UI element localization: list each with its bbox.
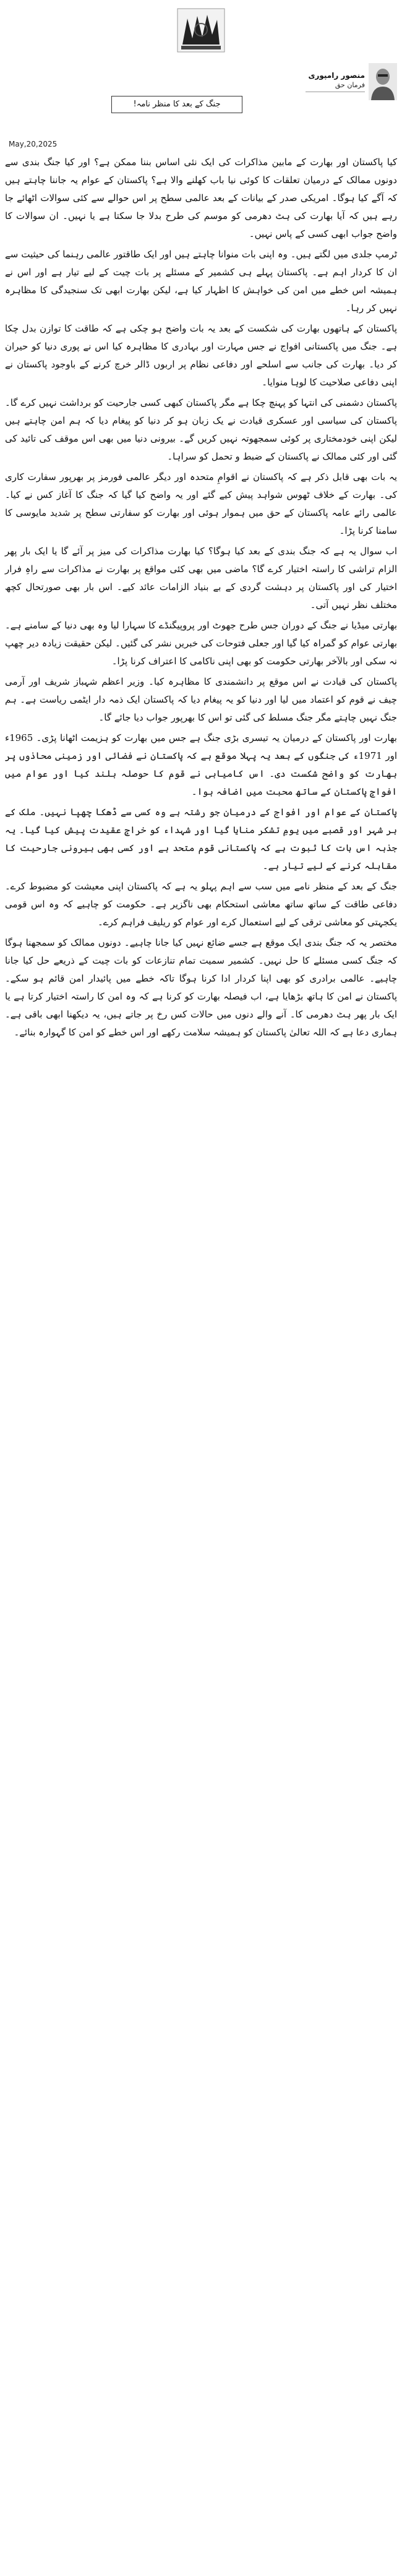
author-byline	[304, 63, 397, 116]
author-photo	[369, 63, 397, 100]
article-paragraph: ٹرمپ جلدی میں لگتے ہیں۔ وہ اپنی بات منوانا چاہتے ہیں اور ایک طاقتور عالمی رہنما کی حیثیت سے ان کا کردار اہم ہے۔ پاکستان پہلے ہی کشمیر کے مسئلے پر بات چیت کے لیے تیار ہے اور اس نے ہمیشہ اس خطے میں امن کی خواہش کا اظہار کیا ہے، لیکن بھارت ابھی تک سنجیدگی کا مظاہرہ نہیں کر رہا۔	[5, 249, 397, 314]
newspaper-logo	[176, 7, 226, 53]
publish-date: May,20,2025	[9, 140, 58, 148]
article-paragraph: بھارت اور پاکستان کے درمیان یہ تیسری بڑی جنگ ہے جس میں بھارت کو ہزیمت اٹھانا پڑی۔ 1965ء اور 1971ء کی جنگوں کے بعد یہ پہلا موقع ہے کہ پاکستان نے فضائی اور زمینی محاذوں پر بھارت کو واضح شکست دی۔ اس کامیابی نے قوم کا حوصلہ بلند کیا اور عوام میں افواجِ پاکستان کے ساتھ محبت میں اضافہ ہوا۔	[5, 732, 397, 797]
article-paragraph: مختصر یہ کہ جنگ بندی ایک موقع ہے جسے ضائع نہیں کیا جانا چاہیے۔ دونوں ممالک کو سمجھنا ہوگا کہ جنگ کسی مسئلے کا حل نہیں۔ کشمیر سمیت تمام تنازعات کو بات چیت کے ذریعے حل کیا جانا چاہیے۔ عالمی برادری کو بھی اپنا کردار ادا کرنا ہوگا تاکہ خطے میں پائیدار امن قائم ہو سکے۔ پاکستان نے امن کا ہاتھ بڑھایا ہے، اب فیصلہ بھارت کو کرنا ہے کہ وہ امن کا راستہ اختیار کرتا ہے یا ایک بار پھر ہٹ دھرمی کا۔ آنے والے دنوں میں حالات کس رخ پر جاتے ہیں، یہ دیکھنا ابھی باقی ہے۔ ہماری دعا ہے کہ اللہ تعالیٰ پاکستان کو ہمیشہ سلامت رکھے اور اس خطے کو امن کا گہوارہ بنائے۔	[5, 937, 397, 1038]
article-paragraph: جنگ کے بعد کے منظر نامے میں سب سے اہم پہلو یہ ہے کہ پاکستان اپنی معیشت کو مضبوط کرے۔ دفاعی طاقت کے ساتھ ساتھ معاشی استحکام بھی ناگزیر ہے۔ حکومت کو چاہیے کہ وہ اس قومی یکجہتی کو معاشی ترقی کے لیے استعمال کرے اور عوام کو ریلیف فراہم کرے۔	[5, 881, 397, 928]
column-name: فرمان حق	[335, 81, 365, 89]
article-paragraph: کیا پاکستان اور بھارت کے مابین مذاکرات کی ایک نئی اساس بننا ممکن ہے؟ اور کیا جنگ بندی سے دونوں ممالک کے درمیان تعلقات کا کوئی نیا باب کھلنے والا ہے؟ پاکستان کے عوام یہ جاننا چاہتے ہیں کہ آگے کیا ہوگا۔ امریکی صدر کے بیانات کے بعد عالمی سطح پر اس حوالے سے کئی سوالات اٹھائے جا رہے ہیں کہ آیا بھارت کی ہٹ دھرمی کو موسم کی طرح بدلا جا سکتا ہے یا نہیں۔ ان سوالات کا واضح جواب ابھی کسی کے پاس نہیں۔	[5, 156, 397, 239]
author-name: منصور رامپوری	[308, 71, 365, 80]
article-paragraph: پاکستان کی قیادت نے اس موقع پر دانشمندی کا مظاہرہ کیا۔ وزیر اعظم شہباز شریف اور آرمی چیف نے قوم کو اعتماد میں لیا اور دنیا کو یہ پیغام دیا کہ پاکستان ایک ذمہ دار ایٹمی ریاست ہے۔ ہم جنگ نہیں چاہتے مگر جنگ مسلط کی گئی تو اس کا بھرپور جواب دیا جائے گا۔	[5, 676, 397, 723]
article-paragraph: یہ بات بھی قابل ذکر ہے کہ پاکستان نے اقوامِ متحدہ اور دیگر عالمی فورمز پر بھرپور سفارت کاری کی۔ بھارت کے خلاف ٹھوس شواہد پیش کیے گئے اور یہ واضح کیا گیا کہ جنگ کا آغاز کس نے کیا۔ عالمی رائے عامہ پاکستان کے حق میں ہموار ہوئی اور بھارت کو سفارتی سطح پر شدید مایوسی کا سامنا کرنا پڑا۔	[5, 471, 397, 536]
logo-emblem	[176, 7, 226, 53]
article-paragraph: اب سوال یہ ہے کہ جنگ بندی کے بعد کیا ہوگا؟ کیا بھارت مذاکرات کی میز پر آئے گا یا ایک بار پھر الزام تراشی کا راستہ اختیار کرے گا؟ ماضی میں بھی کئی مواقع پر بھارت نے مذاکرات سے راہِ فرار اختیار کی اور پاکستان پر دہشت گردی کے بے بنیاد الزامات عائد کیے۔ اس بار بھی صورتحال کچھ مختلف نظر نہیں آتی۔	[5, 546, 397, 610]
article-paragraph: پاکستان کے ہاتھوں بھارت کی شکست کے بعد یہ بات واضح ہو چکی ہے کہ طاقت کا توازن بدل چکا ہے۔ جنگ میں پاکستانی افواج نے جس مہارت اور بہادری کا مظاہرہ کیا اس نے پوری دنیا کو حیران کر دیا۔ بھارت کی جانب سے اسلحے اور دفاعی نظام پر اربوں ڈالر خرچ کرنے کے باوجود پاکستان نے اپنی دفاعی صلاحیت کا لوہا منوایا۔	[5, 323, 397, 388]
article-paragraph: پاکستان دشمنی کی انتہا کو پہنچ چکا ہے مگر پاکستان کبھی کسی جارحیت کو برداشت نہیں کرے گا۔ پاکستان کی سیاسی اور عسکری قیادت نے یک زبان ہو کر دنیا کو پیغام دیا کہ ہم امن چاہتے ہیں لیکن اپنی خودمختاری پر کوئی سمجھوتہ نہیں کریں گے۔ بیرونی دنیا میں بھی اس موقف کی تائید کی گئی اور کئی ممالک نے پاکستان کے ضبط و تحمل کو سراہا۔	[5, 397, 397, 462]
article-paragraph: پاکستان کے عوام اور افواج کے درمیان جو رشتہ ہے وہ کسی سے ڈھکا چھپا نہیں۔ ملک کے ہر شہر اور قصبے میں یومِ تشکر منایا گیا اور شہداء کو خراجِ عقیدت پیش کیا گیا۔ یہ جذبہ اس بات کا ثبوت ہے کہ پاکستانی قوم متحد ہے اور کسی بھی بیرونی جارحیت کا مقابلہ کرنے کے لیے تیار ہے۔	[5, 807, 397, 871]
article-body	[5, 153, 397, 1044]
article-paragraph: بھارتی میڈیا نے جنگ کے دوران جس طرح جھوٹ اور پروپیگنڈے کا سہارا لیا وہ بھی دنیا کے سامنے ہے۔ بھارتی عوام کو گمراہ کیا گیا اور جعلی فتوحات کی خبریں نشر کی گئیں۔ لیکن حقیقت زیادہ دیر چھپ نہ سکی اور بالآخر بھارتی حکومت کو بھی اپنی ناکامی کا اعتراف کرنا پڑا۔	[5, 620, 397, 667]
article-headline: جنگ کے بعد کا منظر نامہ!	[111, 96, 242, 113]
